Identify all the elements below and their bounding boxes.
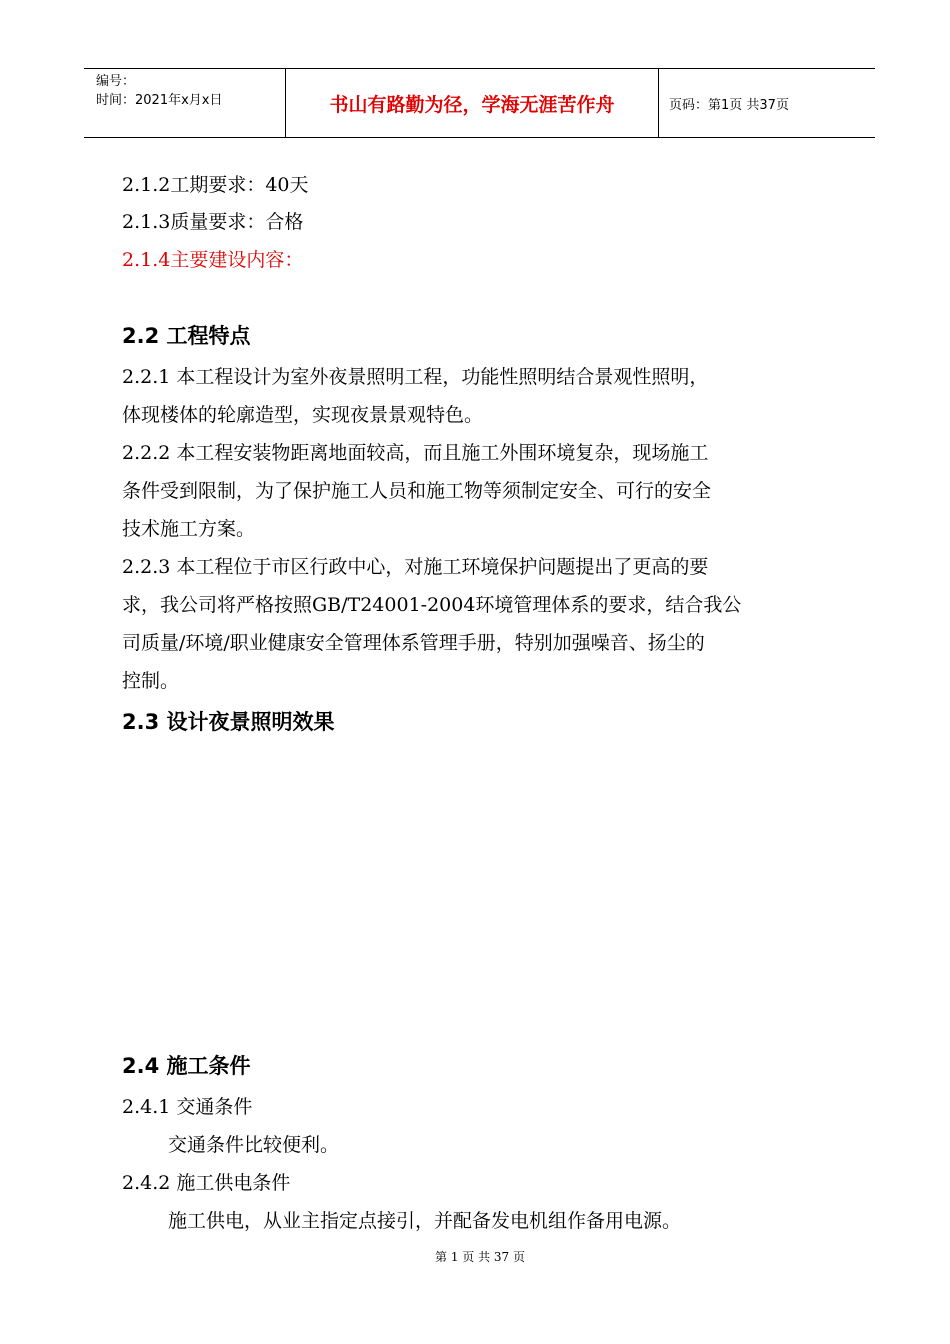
heading-2-4: 2.4 施工条件	[122, 1054, 251, 1078]
number-label: 编号：	[96, 74, 136, 89]
item-2-4-1: 2.4.1 交通条件	[122, 1096, 253, 1118]
paragraph-line: 交通条件比较便利。	[168, 1134, 340, 1156]
header-page-number: 页码：第1页 共37页	[669, 97, 789, 113]
item-2-1-2: 2.1.2工期要求：40天	[122, 174, 309, 196]
paragraph-line: 控制。	[122, 670, 180, 692]
paragraph-line: 求，我公司将严格按照GB/T24001-2004环境管理体系的要求，结合我公	[122, 594, 742, 616]
page-header	[84, 68, 875, 138]
paragraph-line: 2.2.3 本工程位于市区行政中心，对施工环境保护问题提出了更高的要	[122, 556, 709, 578]
paragraph-line: 体现楼体的轮廓造型，实现夜景景观特色。	[122, 404, 484, 426]
time-label: 时间：2021年x月x日	[96, 93, 223, 108]
paragraph-line: 2.2.1 本工程设计为室外夜景照明工程，功能性照明结合景观性照明，	[122, 366, 709, 388]
page-footer: 第 1 页 共 37 页	[435, 1250, 525, 1264]
paragraph-line: 施工供电，从业主指定点接引，并配备发电机组作备用电源。	[168, 1210, 682, 1232]
item-2-1-4: 2.1.4主要建设内容：	[122, 249, 304, 271]
item-2-1-3: 2.1.3质量要求：合格	[122, 211, 304, 233]
heading-2-3: 2.3 设计夜景照明效果	[122, 710, 335, 734]
paragraph-line: 技术施工方案。	[122, 518, 256, 540]
paragraph-line: 司质量/环境/职业健康安全管理体系管理手册，特别加强噪音、扬尘的	[122, 632, 705, 654]
header-motto: 书山有路勤为径，学海无涯苦作舟	[285, 69, 659, 137]
item-2-4-2: 2.4.2 施工供电条件	[122, 1172, 291, 1194]
heading-2-2: 2.2 工程特点	[122, 324, 251, 348]
paragraph-line: 2.2.2 本工程安装物距离地面较高，而且施工外围环境复杂，现场施工	[122, 442, 709, 464]
header-meta	[84, 69, 285, 140]
paragraph-line: 条件受到限制，为了保护施工人员和施工物等须制定安全、可行的安全	[122, 480, 712, 502]
